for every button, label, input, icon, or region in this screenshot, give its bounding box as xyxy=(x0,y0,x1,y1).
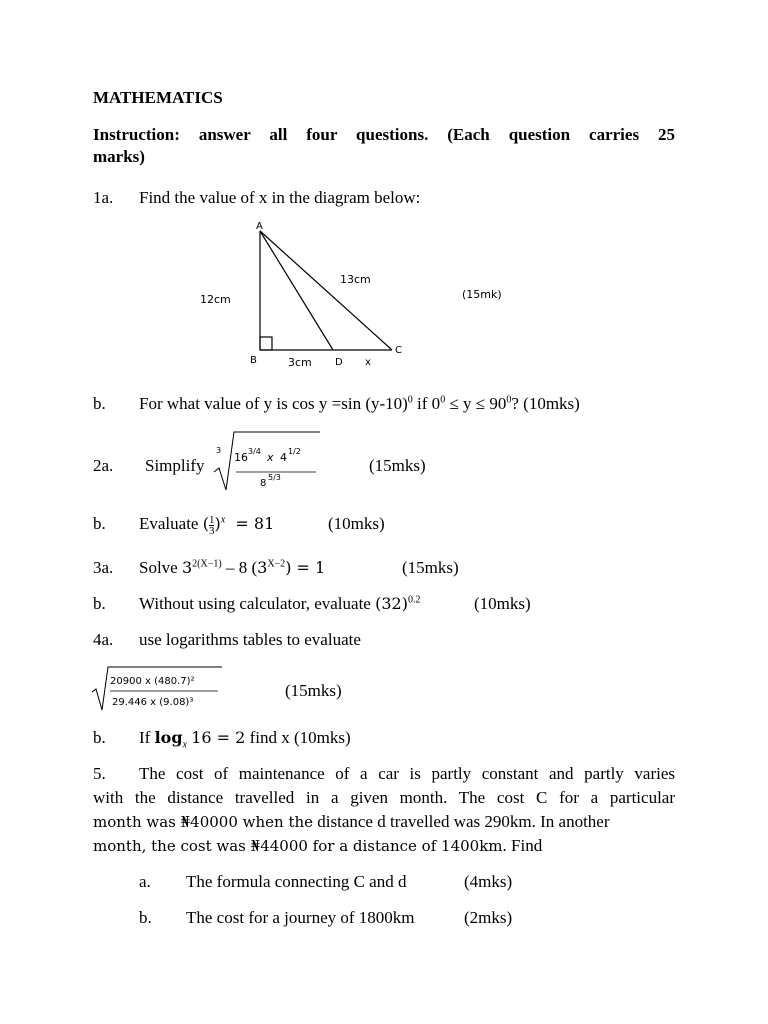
q5-line-4: month, the cost was ₦44000 for a distance of 1400km. Find xyxy=(93,836,543,855)
side-bd-length: 3cm xyxy=(288,356,312,369)
q4b-text: If $\log_x 16 = 2$ find x (10mks) xyxy=(139,728,351,751)
q4a-numerator: 20900 x (480.7)² xyxy=(110,676,195,687)
q2b-number: b. xyxy=(93,514,106,533)
q4b-number: b. xyxy=(93,728,106,747)
svg-text:x: x xyxy=(267,451,274,464)
vertex-a-label: A xyxy=(256,221,263,232)
q4a-denominator: 29.446 x (9.08)³ xyxy=(112,697,194,708)
page-title: MATHEMATICS xyxy=(93,88,223,107)
instruction-line-2: marks) xyxy=(93,147,145,166)
q2a-number: 2a. xyxy=(93,456,114,475)
q3a-text: Solve $3^{2(X-1)} - 8$ $(3^{X-2}) = 1$ xyxy=(139,558,326,577)
side-ac-length: 13cm xyxy=(340,273,371,286)
q2b-text: Evaluate ( $\frac{1}{3}$ )$^x$ = 81 xyxy=(139,513,275,537)
vertex-c-label: C xyxy=(395,345,402,356)
svg-text:3/4: 3/4 xyxy=(248,447,261,456)
q4a-radical xyxy=(90,664,225,714)
q3b-marks: (10mks) xyxy=(474,594,531,613)
right-angle-marker xyxy=(260,337,272,350)
q5-line-2: with the distance travelled in a given month. The cost C for a particular xyxy=(93,788,675,807)
q1b-text: For what value of y is cos y =sin $(y-10)^0$ if $0^0 \le y \le 90^0$? (10mks) xyxy=(139,394,580,413)
q3b-number: b. xyxy=(93,594,106,613)
q3a-number: 3a. xyxy=(93,558,114,577)
q4a-text: use logarithms tables to evaluate xyxy=(139,630,361,649)
q3a-marks: (15mks) xyxy=(402,558,459,577)
triangle-diagram xyxy=(190,215,530,375)
q2a-radical xyxy=(212,428,322,494)
side-ad-line xyxy=(260,231,333,350)
point-d-label: D xyxy=(335,357,343,368)
q5-line-3: month was ₦40000 when the distance d travelled was 290km. In another xyxy=(93,812,610,831)
svg-text:16: 16 xyxy=(234,451,248,464)
vertex-b-label: B xyxy=(250,355,257,366)
side-ac-line xyxy=(260,231,392,350)
q2a-marks: (15mks) xyxy=(369,456,426,475)
svg-text:8: 8 xyxy=(260,478,267,489)
q5b-marks: (2mks) xyxy=(464,908,513,927)
q5-number: 5. xyxy=(93,764,106,783)
svg-text:1/2: 1/2 xyxy=(288,447,301,456)
q5-line-1: The cost of maintenance of a car is partly constant and partly varies xyxy=(139,764,675,783)
q5a-number: a. xyxy=(139,872,151,891)
q1a-text: Find the value of x in the diagram below: xyxy=(139,188,421,207)
svg-text:4: 4 xyxy=(280,451,287,464)
root-index: 3 xyxy=(216,446,222,455)
q5a-marks: (4mks) xyxy=(464,872,513,891)
q1a-marks: (15mk) xyxy=(462,288,502,301)
svg-text:5/3: 5/3 xyxy=(268,473,281,482)
q3b-text: Without using calculator, evaluate $(32)^{0.2}$ xyxy=(139,594,421,613)
q4a-marks: (15mks) xyxy=(285,681,342,700)
q5a-text: The formula connecting C and d xyxy=(186,872,407,891)
q5b-number: b. xyxy=(139,908,152,927)
q1a-number: 1a. xyxy=(93,188,114,207)
q1b-number: b. xyxy=(93,394,106,413)
q2a-text: Simplify xyxy=(145,456,205,475)
q4a-number: 4a. xyxy=(93,630,114,649)
side-ab-length: 12cm xyxy=(200,293,231,306)
segment-x-label: x xyxy=(365,357,371,368)
q2b-marks: (10mks) xyxy=(328,514,385,533)
instruction-line-1: Instruction: answer all four questions. (Each question carries 25 xyxy=(93,125,675,144)
q5b-text: The cost for a journey of 1800km xyxy=(186,908,415,927)
